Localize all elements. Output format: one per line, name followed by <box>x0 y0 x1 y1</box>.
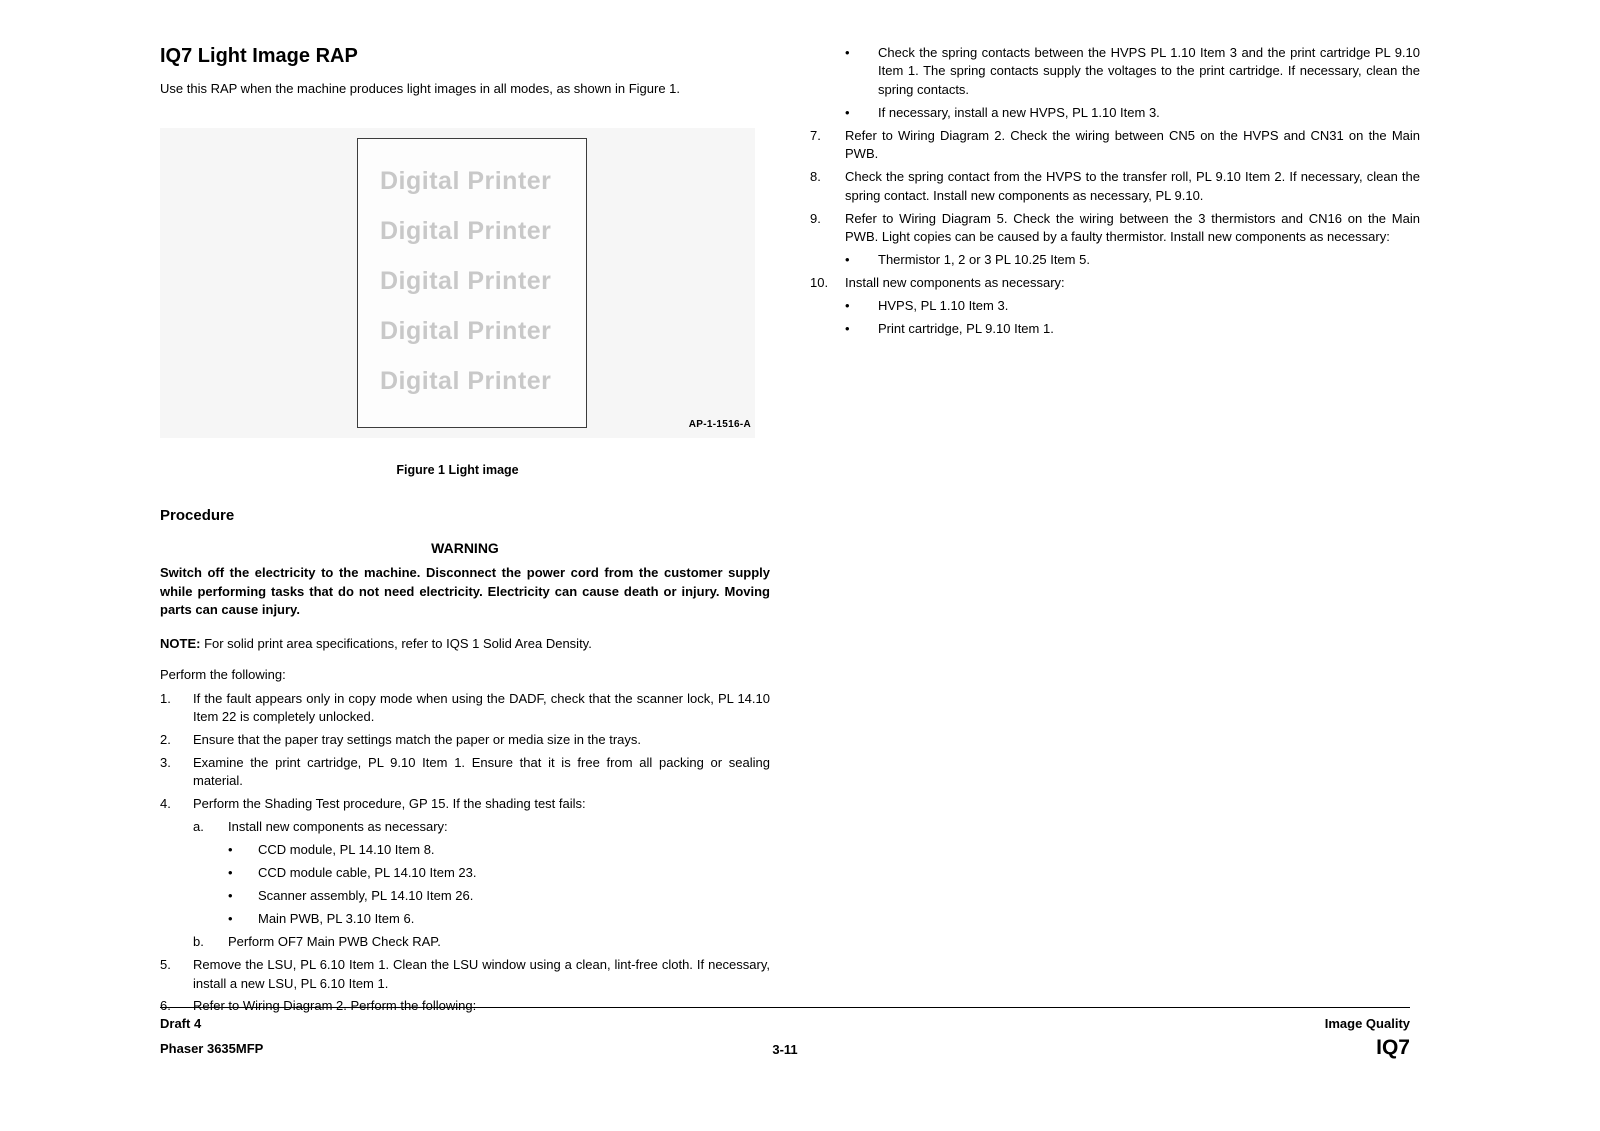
step-text: Remove the LSU, PL 6.10 Item 1. Clean the LSU window using a clean, lint-free cloth. If necessary, install a new LSU, PL 6.10 Item 1. <box>193 957 770 991</box>
step-item <box>810 127 1420 164</box>
step-text: Install new components as necessary: <box>845 274 1065 290</box>
bullet-item <box>160 910 770 928</box>
left-column <box>160 44 770 1016</box>
step-text: Check the spring contact from the HVPS to the transfer roll, PL 9.10 Item 2. If necessary, clean the spring contact. Install new components as necessary, PL 9.10. <box>845 169 1420 203</box>
bullet-item <box>160 841 770 859</box>
step-text: CCD module cable, PL 14.10 Item 23. <box>258 865 477 881</box>
step-text: If necessary, install a new HVPS, PL 1.10 Item 3. <box>878 104 1160 120</box>
bullet-item <box>810 251 1420 269</box>
substep-letter: b. <box>193 934 204 950</box>
step-item <box>160 795 770 813</box>
bullet-item <box>810 44 1420 99</box>
right-column <box>810 44 1420 1016</box>
step-item <box>160 690 770 727</box>
bullet-icon: • <box>845 320 850 336</box>
procedure-heading: Procedure <box>160 507 235 525</box>
footer-section: Image Quality <box>1324 1016 1410 1031</box>
step-number: 5. <box>160 957 171 973</box>
bullet-icon: • <box>845 252 850 268</box>
step-number: 9. <box>810 210 821 226</box>
step-text: Thermistor 1, 2 or 3 PL 10.25 Item 5. <box>878 252 1090 268</box>
footer-section-code: IQ7 <box>1376 1036 1410 1060</box>
step-text: Perform the Shading Test procedure, GP 15. If the shading test fails: <box>193 796 586 812</box>
step-number: 1. <box>160 690 171 706</box>
note-body: For solid print area specifications, refer to IQS 1 Solid Area Density. <box>200 635 592 651</box>
bullet-icon: • <box>845 297 850 313</box>
step-text: Print cartridge, PL 9.10 Item 1. <box>878 320 1054 336</box>
step-text: Refer to Wiring Diagram 2. Perform the following: <box>193 998 477 1014</box>
intro-text: Use this RAP when the machine produces light images in all modes, as shown in Figure 1. <box>160 81 681 96</box>
sample-text-line: Digital Printer <box>380 367 552 396</box>
step-item <box>160 754 770 791</box>
note-label: NOTE: <box>160 635 201 651</box>
step-text: Examine the print cartridge, PL 9.10 Item 1. Ensure that it is free from all packing or sealing material. <box>193 755 770 789</box>
bullet-icon: • <box>228 911 233 927</box>
step-text: Perform OF7 Main PWB Check RAP. <box>228 934 441 950</box>
step-item <box>810 274 1420 292</box>
footer-page-number: 3-11 <box>772 1041 798 1057</box>
sample-text-line: Digital Printer <box>380 167 552 196</box>
document-page <box>160 44 1420 1016</box>
page-title: IQ7 Light Image RAP <box>160 45 358 67</box>
perform-label: Perform the following: <box>160 667 286 683</box>
bullet-item <box>160 887 770 905</box>
procedure-steps-left <box>160 690 770 1016</box>
bullet-icon: • <box>228 842 233 858</box>
step-text: Scanner assembly, PL 14.10 Item 26. <box>258 888 474 904</box>
step-text: If the fault appears only in copy mode when using the DADF, check that the scanner lock, PL 14.10 Item 22 is completely unlocked. <box>193 690 770 725</box>
warning-heading: WARNING <box>431 539 499 556</box>
sample-text-line: Digital Printer <box>380 267 552 296</box>
step-item <box>810 168 1420 205</box>
step-number: 3. <box>160 755 171 770</box>
step-number: 4. <box>160 796 171 812</box>
page-footer <box>160 1007 1410 1063</box>
figure-ref-code: AP-1-1516-A <box>688 419 751 431</box>
step-item <box>160 731 770 749</box>
figure-caption: Figure 1 Light image <box>396 463 519 478</box>
step-number: 6. <box>160 998 171 1014</box>
print-sample-box <box>357 138 587 428</box>
substep-item <box>160 818 770 836</box>
step-text: Ensure that the paper tray settings match the paper or media size in the trays. <box>193 732 642 748</box>
footer-right <box>1325 1015 1410 1063</box>
step-number: 2. <box>160 732 171 748</box>
bullet-item <box>810 297 1420 315</box>
figure-light-image <box>160 128 755 438</box>
step-number: 10. <box>810 274 829 290</box>
footer-model: Phaser 3635MFP <box>160 1041 264 1057</box>
bullet-item <box>810 320 1420 338</box>
sample-text-line: Digital Printer <box>380 317 552 346</box>
step-text: Main PWB, PL 3.10 Item 6. <box>258 911 415 927</box>
step-item <box>810 210 1420 247</box>
step-text: HVPS, PL 1.10 Item 3. <box>878 297 1009 313</box>
note-text <box>160 635 770 653</box>
step-item <box>160 956 770 993</box>
substep-item <box>160 933 770 951</box>
step-text: Refer to Wiring Diagram 5. Check the wiring between the 3 thermistors and CN16 on the Main PWB. Light copies can be caused by a faulty thermistor. Install new components as necessary: <box>845 210 1420 245</box>
footer-left <box>160 1015 263 1063</box>
procedure-steps-right <box>810 44 1420 338</box>
bullet-item <box>810 104 1420 122</box>
bullet-item <box>160 864 770 882</box>
bullet-icon: • <box>228 888 233 904</box>
step-text: Refer to Wiring Diagram 2. Check the wiring between CN5 on the HVPS and CN31 on the Main PWB. <box>845 127 1420 162</box>
step-text: Check the spring contacts between the HVPS PL 1.10 Item 3 and the print cartridge PL 9.10 Item 1. The spring contacts supply the voltages to the print cartridge. If necessary, clean the spring contacts. <box>878 45 1420 97</box>
substep-letter: a. <box>193 819 204 835</box>
bullet-icon: • <box>845 45 850 60</box>
warning-text: Switch off the electricity to the machine. Disconnect the power cord from the customer supply while performing tasks that do not need electricity. Electricity can cause death or injury. Moving parts can cause injury. <box>160 565 770 618</box>
sample-text-line: Digital Printer <box>380 217 552 246</box>
bullet-icon: • <box>845 104 850 120</box>
step-text: Install new components as necessary: <box>228 819 448 835</box>
footer-draft: Draft 4 <box>160 1016 202 1031</box>
bullet-icon: • <box>228 865 233 881</box>
step-number: 7. <box>810 127 821 143</box>
step-number: 8. <box>810 169 821 185</box>
step-text: CCD module, PL 14.10 Item 8. <box>258 842 435 858</box>
